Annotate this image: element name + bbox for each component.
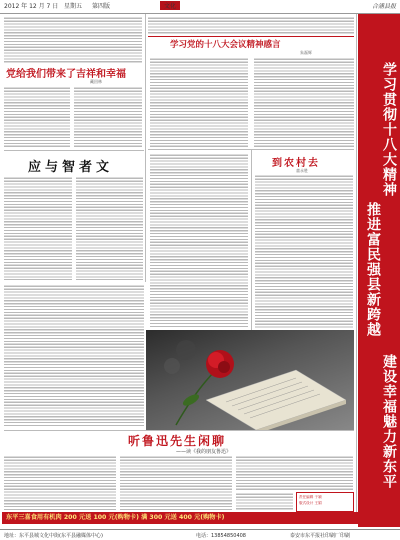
footer-publisher: 泰安市东平报社印刷厂印刷 — [290, 533, 351, 539]
credit-label: 版式设计 — [299, 501, 314, 505]
lead-subtitle: ——读《我的朋友鲁迅》 — [176, 449, 232, 455]
column-divider — [251, 150, 252, 330]
issue-weekday: 星期五 — [64, 3, 83, 10]
section-divider — [4, 150, 144, 151]
lead-title: 听鲁迅先生闲聊 — [128, 434, 227, 448]
essay-body-right — [76, 176, 143, 280]
article-body — [4, 284, 144, 428]
poem-title: 党给我们带来了吉祥和幸福 — [6, 69, 126, 80]
poem2-author: 朱磊辉 — [300, 50, 312, 55]
poem3-body — [255, 174, 353, 328]
section-tag: 文化 — [160, 1, 180, 10]
article-body — [148, 16, 354, 34]
poem2-title: 学习党的十八大会议精神感言 — [170, 40, 281, 50]
masthead — [0, 0, 400, 14]
side-banner — [358, 14, 400, 527]
footer-phone: 电话：13854850408 — [196, 533, 246, 539]
section-divider — [148, 149, 354, 150]
lead-body-col2 — [120, 455, 232, 511]
footer-address: 地址：东平县城文化中街(东平县融媒体中心) — [4, 533, 103, 539]
column-divider — [356, 14, 357, 524]
poem3-title: 到农村去 — [272, 158, 320, 169]
lead-body-col3 — [236, 455, 353, 491]
essay-title: 应与智者文 — [28, 160, 114, 175]
poem-body-left — [4, 86, 70, 148]
page-number: 第四版 — [92, 3, 111, 10]
credit-name: 王娟 — [314, 501, 322, 505]
article-body — [150, 153, 248, 328]
editor-credit-box — [296, 492, 354, 512]
ad-banner: 东平三喜食用有机肉 200 元送 100 元(购物卡) 满 300 元送 400 元(购物卡) — [2, 512, 358, 524]
article-body — [236, 492, 293, 511]
essay-body-left — [4, 176, 72, 280]
section-divider — [4, 430, 354, 431]
article-body — [4, 16, 142, 64]
poem3-author: 童永胜 — [296, 168, 308, 173]
poem2-body-left — [150, 57, 248, 147]
side-banner-line1: 学习贯彻十八大精神 — [381, 62, 397, 197]
side-banner-line3: 建设幸福魅力新东平 — [381, 354, 397, 489]
side-banner-line2: 推进富民强县新跨越 — [365, 202, 381, 337]
paper-logo: 合浦县报 — [371, 3, 396, 10]
credit-label: 责任编辑 — [299, 495, 314, 499]
rose-book-photo — [146, 330, 354, 430]
footer — [0, 529, 400, 540]
credit-name: 于颖 — [314, 495, 322, 499]
poem2-body-right — [254, 57, 354, 147]
poem-body-right — [74, 86, 142, 148]
section-divider — [148, 36, 354, 37]
issue-date: 2012 年 12 月 7 日 — [4, 3, 59, 10]
column-divider — [145, 14, 146, 282]
poem-author: 藏回林 — [90, 79, 102, 84]
lead-body-col1 — [4, 455, 116, 511]
